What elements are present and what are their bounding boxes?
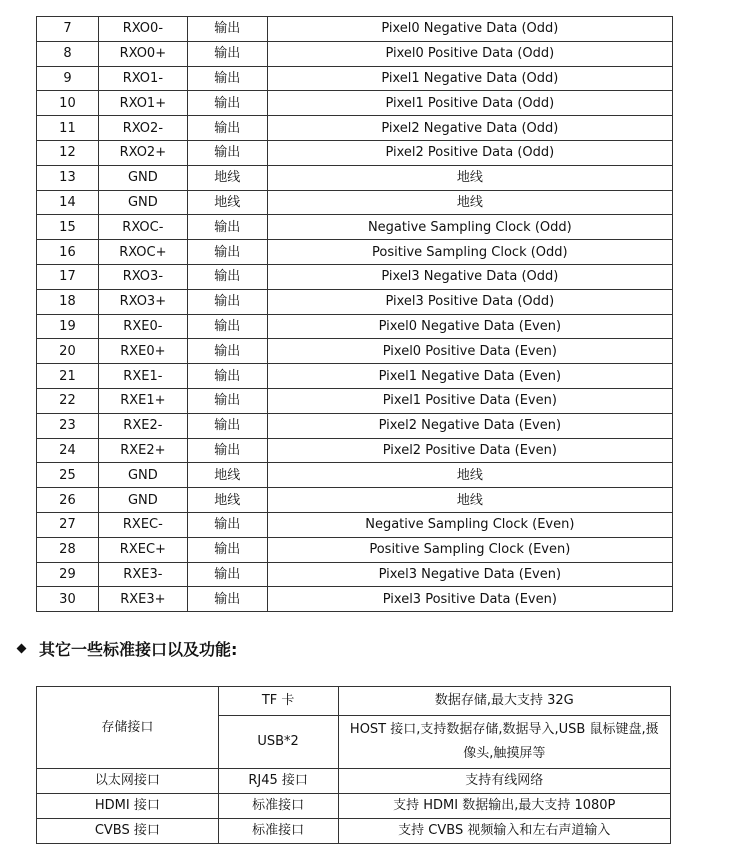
pin-type-cell: 输出 [187, 17, 267, 42]
pin-number-cell: 7 [37, 17, 99, 42]
pin-desc-cell: Pixel1 Positive Data (Odd) [267, 91, 672, 116]
pin-desc-cell: Pixel2 Positive Data (Odd) [267, 140, 672, 165]
pin-number-cell: 30 [37, 587, 99, 612]
pin-name-cell: GND [98, 463, 187, 488]
pin-name-cell: RXE2- [98, 413, 187, 438]
pin-type-cell: 输出 [187, 91, 267, 116]
table-row [37, 116, 673, 141]
pin-name-cell: RXOC- [98, 215, 187, 240]
pin-type-cell: 输出 [187, 388, 267, 413]
pin-desc-cell: Pixel3 Positive Data (Even) [267, 587, 672, 612]
pin-type-cell: 输出 [187, 587, 267, 612]
pin-desc-cell: Pixel0 Positive Data (Even) [267, 339, 672, 364]
pin-type-cell: 输出 [187, 339, 267, 364]
pin-type-cell: 输出 [187, 289, 267, 314]
table-row [37, 339, 673, 364]
table-row [37, 17, 673, 42]
pin-name-cell: RXEC- [98, 512, 187, 537]
pin-number-cell: 16 [37, 240, 99, 265]
table-row [37, 537, 673, 562]
tf-card-desc: 数据存储,最大支持 32G [338, 687, 670, 716]
pin-desc-cell: 地线 [267, 190, 672, 215]
pin-desc-cell: 地线 [267, 165, 672, 190]
pin-name-cell: RXO0+ [98, 41, 187, 66]
pin-number-cell: 13 [37, 165, 99, 190]
pin-name-cell: RXE1+ [98, 388, 187, 413]
pin-name-cell: RXE0+ [98, 339, 187, 364]
pin-number-cell: 22 [37, 388, 99, 413]
table-row [37, 240, 673, 265]
interface-table-body [37, 687, 671, 844]
pin-number-cell: 17 [37, 264, 99, 289]
pin-number-cell: 10 [37, 91, 99, 116]
pin-name-cell: RXO3+ [98, 289, 187, 314]
pin-number-cell: 11 [37, 116, 99, 141]
pin-number-cell: 28 [37, 537, 99, 562]
pin-number-cell: 25 [37, 463, 99, 488]
pin-desc-cell: Pixel0 Positive Data (Odd) [267, 41, 672, 66]
table-row [37, 66, 673, 91]
pin-number-cell: 20 [37, 339, 99, 364]
table-row [37, 140, 673, 165]
pin-name-cell: RXOC+ [98, 240, 187, 265]
pin-number-cell: 8 [37, 41, 99, 66]
diamond-bullet-icon [17, 644, 27, 654]
interface-name-cell: CVBS 接口 [37, 819, 219, 844]
pin-desc-cell: Pixel3 Negative Data (Odd) [267, 264, 672, 289]
pin-type-cell: 地线 [187, 165, 267, 190]
interface-name-cell: 以太网接口 [37, 769, 219, 794]
section-heading-text: 其它一些标准接口以及功能: [39, 640, 238, 659]
table-row [37, 388, 673, 413]
pin-number-cell: 19 [37, 314, 99, 339]
pin-number-cell: 14 [37, 190, 99, 215]
interface-table [36, 686, 671, 844]
table-row [37, 289, 673, 314]
pin-desc-cell: Negative Sampling Clock (Even) [267, 512, 672, 537]
pin-desc-cell: Pixel3 Negative Data (Even) [267, 562, 672, 587]
pin-name-cell: RXE2+ [98, 438, 187, 463]
pin-number-cell: 27 [37, 512, 99, 537]
pin-desc-cell: Pixel1 Negative Data (Even) [267, 364, 672, 389]
pin-type-cell: 输出 [187, 140, 267, 165]
table-row [37, 687, 671, 716]
pin-name-cell: RXO1- [98, 66, 187, 91]
pin-desc-cell: Pixel2 Positive Data (Even) [267, 438, 672, 463]
pin-name-cell: GND [98, 190, 187, 215]
pin-number-cell: 26 [37, 488, 99, 513]
pin-number-cell: 9 [37, 66, 99, 91]
pin-desc-cell: Pixel0 Negative Data (Even) [267, 314, 672, 339]
pin-number-cell: 24 [37, 438, 99, 463]
pin-desc-cell: 地线 [267, 488, 672, 513]
table-row [37, 91, 673, 116]
pin-name-cell: RXEC+ [98, 537, 187, 562]
tf-card-type: TF 卡 [218, 687, 338, 716]
pin-type-cell: 输出 [187, 512, 267, 537]
pin-number-cell: 23 [37, 413, 99, 438]
table-row [37, 314, 673, 339]
table-row [37, 190, 673, 215]
table-row [37, 587, 673, 612]
pin-type-cell: 输出 [187, 264, 267, 289]
pin-name-cell: RXO2+ [98, 140, 187, 165]
table-row [37, 215, 673, 240]
pin-name-cell: RXE3+ [98, 587, 187, 612]
table-row [37, 463, 673, 488]
pin-type-cell: 输出 [187, 314, 267, 339]
interface-desc-cell: 支持 CVBS 视频输入和左右声道输入 [338, 819, 670, 844]
pin-desc-cell: Positive Sampling Clock (Even) [267, 537, 672, 562]
pin-type-cell: 输出 [187, 240, 267, 265]
usb-type: USB*2 [218, 716, 338, 769]
section-heading [16, 637, 237, 660]
pin-name-cell: GND [98, 165, 187, 190]
pin-desc-cell: Pixel2 Negative Data (Odd) [267, 116, 672, 141]
interface-type-cell: 标准接口 [218, 794, 338, 819]
pin-definition-table [36, 16, 673, 612]
pin-name-cell: RXE3- [98, 562, 187, 587]
pin-type-cell: 输出 [187, 438, 267, 463]
pin-desc-cell: Pixel0 Negative Data (Odd) [267, 17, 672, 42]
usb-desc: HOST 接口,支持数据存储,数据导入,USB 鼠标键盘,摄像头,触摸屏等 [338, 716, 670, 769]
pin-number-cell: 21 [37, 364, 99, 389]
table-row [37, 364, 673, 389]
table-row [37, 819, 671, 844]
interface-desc-cell: 支持 HDMI 数据输出,最大支持 1080P [338, 794, 670, 819]
pin-name-cell: RXO2- [98, 116, 187, 141]
interface-name-cell: HDMI 接口 [37, 794, 219, 819]
pin-desc-cell: 地线 [267, 463, 672, 488]
interface-type-cell: RJ45 接口 [218, 769, 338, 794]
pin-desc-cell: Negative Sampling Clock (Odd) [267, 215, 672, 240]
table-row [37, 41, 673, 66]
pin-type-cell: 输出 [187, 66, 267, 91]
pin-name-cell: RXO0- [98, 17, 187, 42]
interface-type-cell: 标准接口 [218, 819, 338, 844]
pin-desc-cell: Pixel1 Negative Data (Odd) [267, 66, 672, 91]
pin-number-cell: 12 [37, 140, 99, 165]
pin-type-cell: 输出 [187, 562, 267, 587]
pin-desc-cell: Pixel3 Positive Data (Odd) [267, 289, 672, 314]
pin-type-cell: 输出 [187, 537, 267, 562]
pin-type-cell: 输出 [187, 116, 267, 141]
pin-type-cell: 输出 [187, 413, 267, 438]
pin-name-cell: RXE1- [98, 364, 187, 389]
pin-type-cell: 地线 [187, 463, 267, 488]
interface-desc-cell: 支持有线网络 [338, 769, 670, 794]
table-row [37, 769, 671, 794]
pin-name-cell: RXO1+ [98, 91, 187, 116]
pin-table-body [37, 17, 673, 612]
pin-desc-cell: Positive Sampling Clock (Odd) [267, 240, 672, 265]
table-row [37, 794, 671, 819]
table-row [37, 438, 673, 463]
pin-number-cell: 18 [37, 289, 99, 314]
table-row [37, 488, 673, 513]
pin-number-cell: 15 [37, 215, 99, 240]
table-row [37, 562, 673, 587]
pin-type-cell: 输出 [187, 364, 267, 389]
table-row [37, 413, 673, 438]
table-row [37, 512, 673, 537]
pin-type-cell: 输出 [187, 41, 267, 66]
pin-number-cell: 29 [37, 562, 99, 587]
pin-type-cell: 输出 [187, 215, 267, 240]
pin-type-cell: 地线 [187, 488, 267, 513]
pin-name-cell: RXE0- [98, 314, 187, 339]
pin-type-cell: 地线 [187, 190, 267, 215]
table-row [37, 264, 673, 289]
pin-name-cell: GND [98, 488, 187, 513]
pin-desc-cell: Pixel2 Negative Data (Even) [267, 413, 672, 438]
pin-name-cell: RXO3- [98, 264, 187, 289]
pin-desc-cell: Pixel1 Positive Data (Even) [267, 388, 672, 413]
storage-interface-label: 存储接口 [37, 687, 219, 769]
table-row [37, 165, 673, 190]
